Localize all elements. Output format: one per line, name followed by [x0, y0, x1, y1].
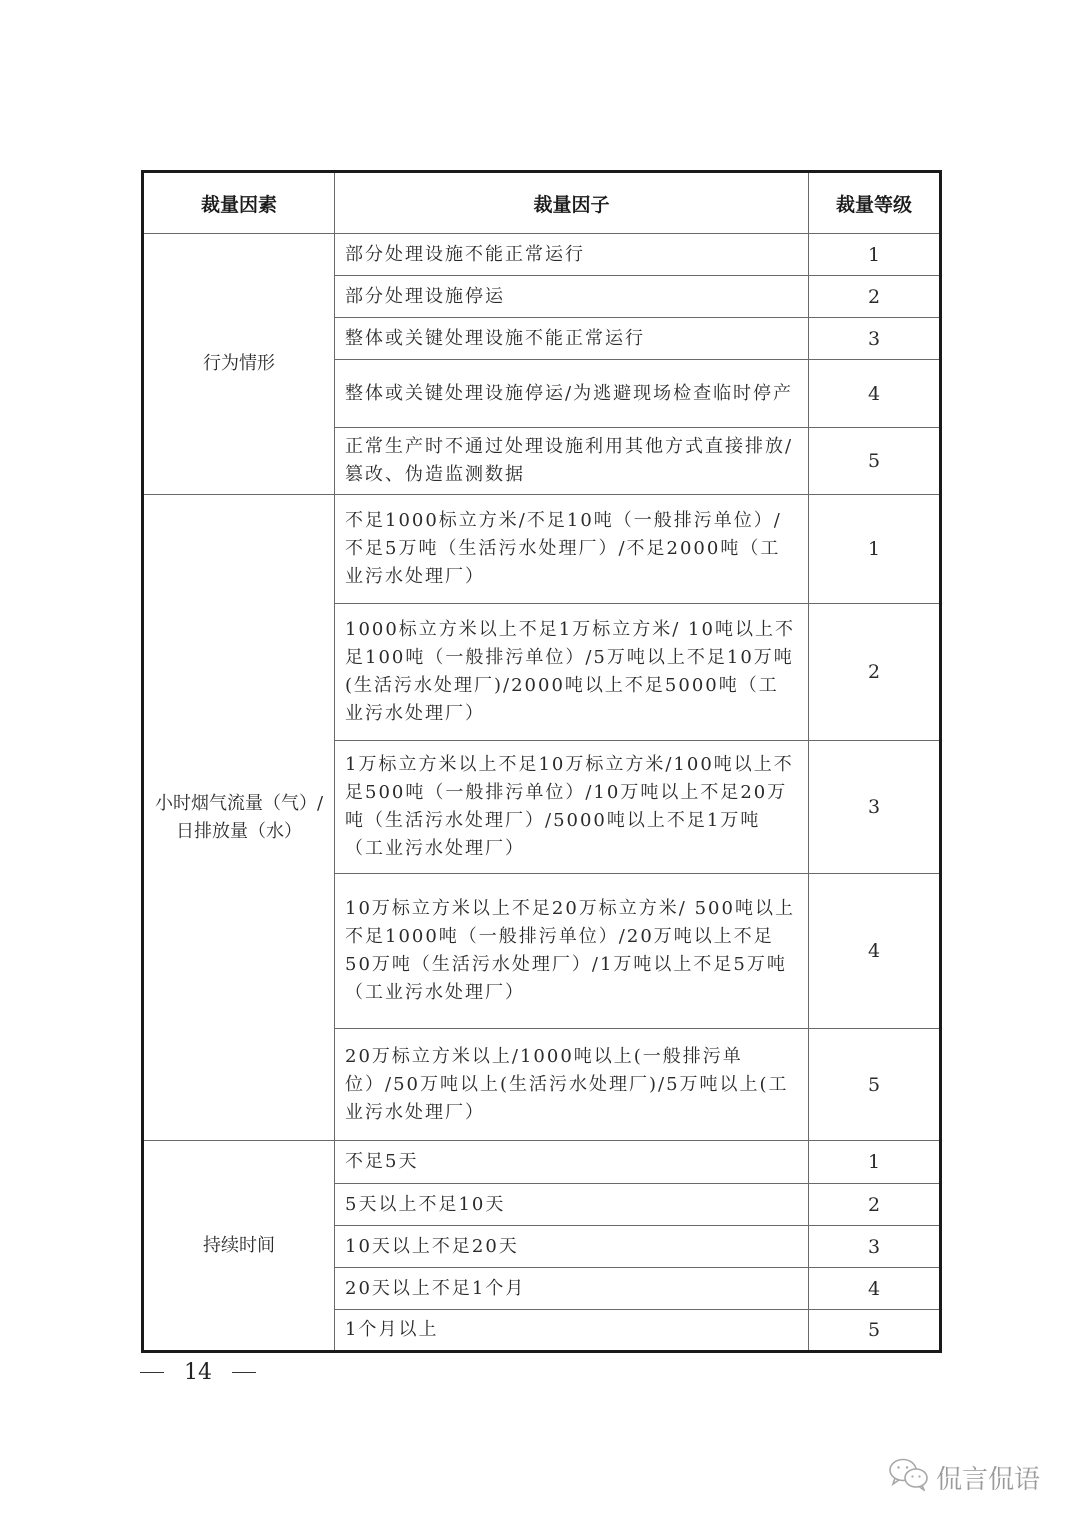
discretion-table-container: [141, 170, 939, 1353]
item-cell: 整体或关键处理设施停运/为逃避现场检查临时停产: [335, 360, 809, 428]
item-cell: 部分处理设施停运: [335, 276, 809, 318]
factor-cell-behavior: 行为情形: [143, 234, 335, 495]
level-cell: 4: [809, 360, 941, 428]
dash-right: [232, 1372, 256, 1374]
item-cell: 不足5天: [335, 1141, 809, 1184]
table-row: [143, 495, 941, 604]
level-cell: 3: [809, 1226, 941, 1268]
item-cell: 1个月以上: [335, 1310, 809, 1352]
item-cell: 1000标立方米以上不足1万标立方米/ 10吨以上不足100吨（一般排污单位）/5万吨以上不足10万吨(生活污水处理厂)/2000吨以上不足5000吨（工业污水处理厂）: [335, 604, 809, 741]
factor-cell-duration: 持续时间: [143, 1141, 335, 1352]
table-header-row: [143, 172, 941, 234]
level-cell: 2: [809, 1184, 941, 1226]
item-cell: 正常生产时不通过处理设施利用其他方式直接排放/篡改、伪造监测数据: [335, 428, 809, 495]
watermark: [888, 1457, 1040, 1498]
level-cell: 4: [809, 1268, 941, 1310]
discretion-table: [141, 170, 942, 1353]
item-cell: 1万标立方米以上不足10万标立方米/100吨以上不足500吨（一般排污单位）/10万吨以上不足20万吨（生活污水处理厂）/5000吨以上不足1万吨（工业污水处理厂）: [335, 741, 809, 874]
item-cell: 部分处理设施不能正常运行: [335, 234, 809, 276]
level-cell: 1: [809, 234, 941, 276]
level-cell: 2: [809, 276, 941, 318]
table-row: [143, 234, 941, 276]
table-row: [143, 1141, 941, 1184]
level-cell: 3: [809, 741, 941, 874]
level-cell: 4: [809, 874, 941, 1029]
dash-left: [140, 1372, 164, 1374]
level-cell: 5: [809, 1029, 941, 1141]
level-cell: 5: [809, 1310, 941, 1352]
level-cell: 3: [809, 318, 941, 360]
item-cell: 5天以上不足10天: [335, 1184, 809, 1226]
item-cell: 20天以上不足1个月: [335, 1268, 809, 1310]
header-item: 裁量因子: [335, 172, 809, 234]
level-cell: 1: [809, 495, 941, 604]
level-cell: 5: [809, 428, 941, 495]
header-level: 裁量等级: [809, 172, 941, 234]
watermark-text: 侃言侃语: [936, 1465, 1041, 1495]
wechat-icon: [888, 1457, 930, 1498]
level-cell: 2: [809, 604, 941, 741]
factor-cell-flow: 小时烟气流量（气）/日排放量（水）: [143, 495, 335, 1141]
item-cell: 10天以上不足20天: [335, 1226, 809, 1268]
level-cell: 1: [809, 1141, 941, 1184]
item-cell: 10万标立方米以上不足20万标立方米/ 500吨以上不足1000吨（一般排污单位）/20万吨以上不足50万吨（生活污水处理厂）/1万吨以上不足5万吨（工业污水处理厂）: [335, 874, 809, 1029]
item-cell: 20万标立方米以上/1000吨以上(一般排污单位）/50万吨以上(生活污水处理厂)/5万吨以上(工业污水处理厂）: [335, 1029, 809, 1141]
page-number-text: 14: [184, 1360, 212, 1385]
item-cell: 不足1000标立方米/不足10吨（一般排污单位）/不足5万吨（生活污水处理厂）/不足2000吨（工业污水处理厂）: [335, 495, 809, 604]
item-cell: 整体或关键处理设施不能正常运行: [335, 318, 809, 360]
header-factor: 裁量因素: [143, 172, 335, 234]
page-number: [140, 1360, 256, 1385]
